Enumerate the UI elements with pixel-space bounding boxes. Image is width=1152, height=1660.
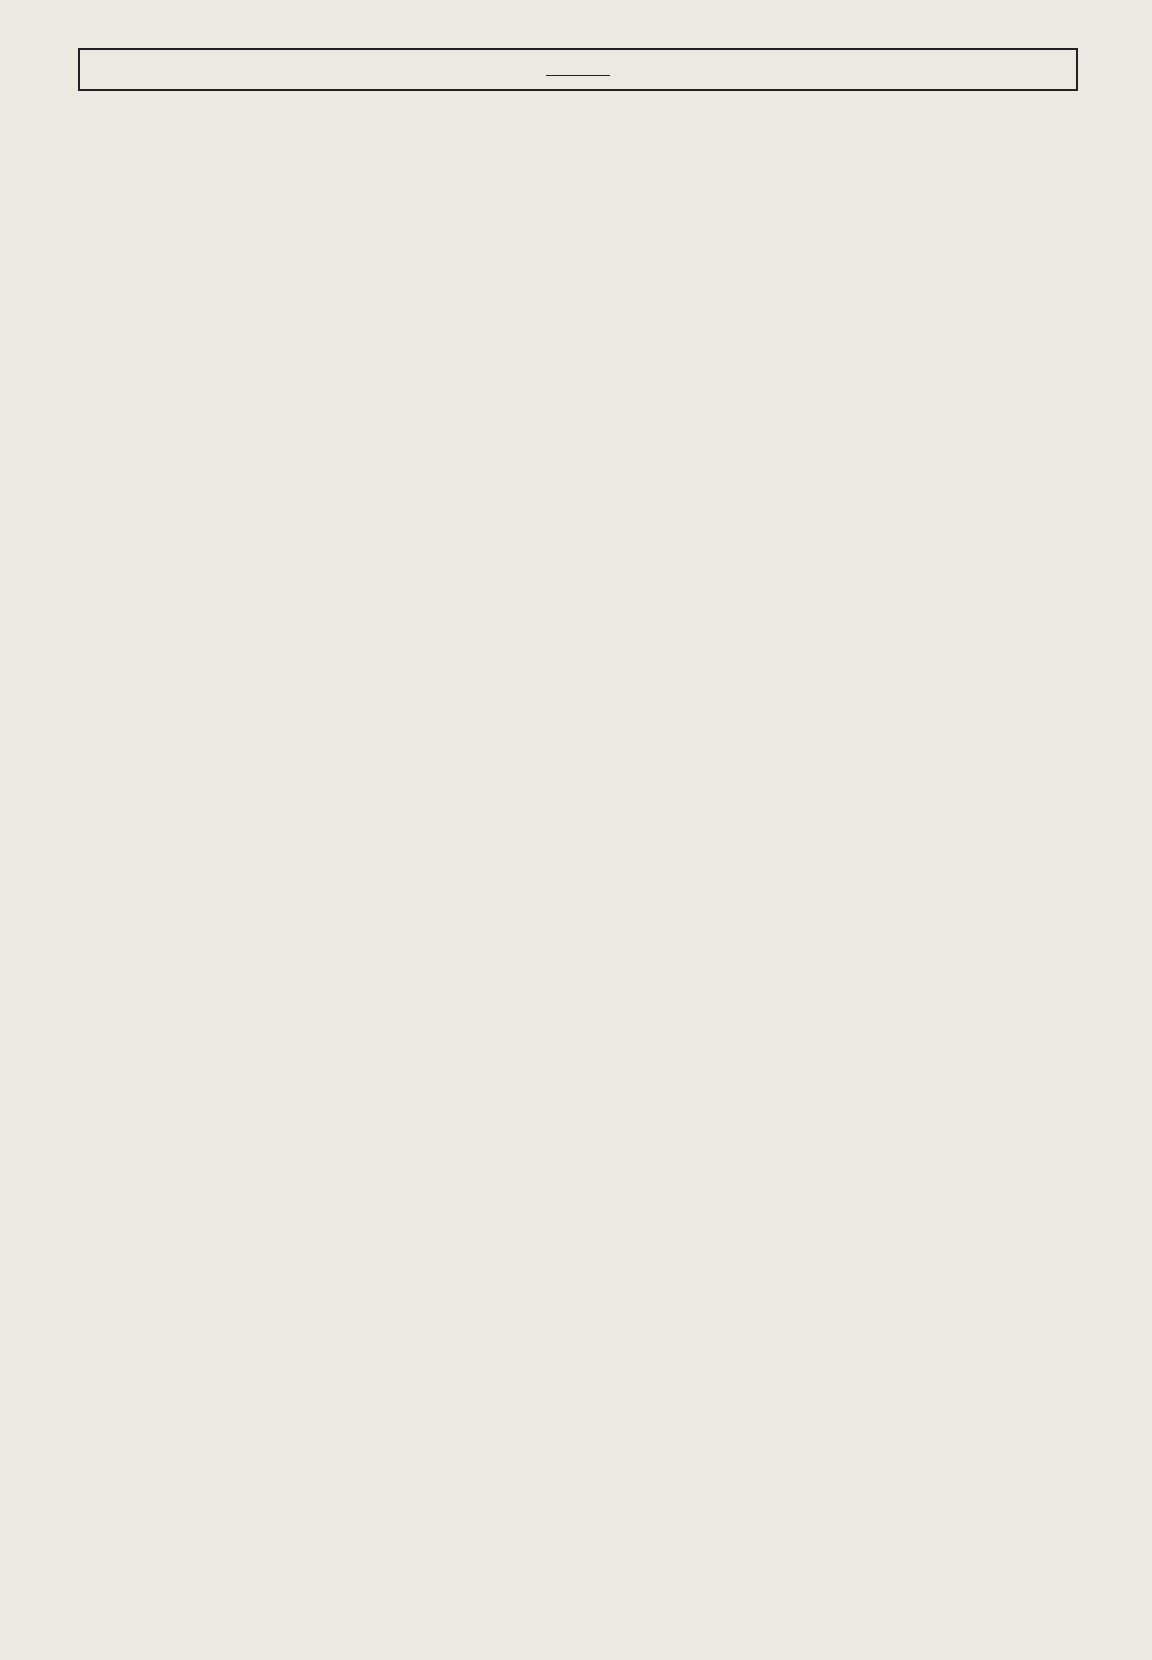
- summary-heading-row: [79, 49, 1077, 90]
- summary-table: [78, 48, 1078, 91]
- answer-blank-56: [546, 75, 610, 76]
- summary-heading: [79, 49, 1077, 90]
- page-content: [78, 46, 1078, 95]
